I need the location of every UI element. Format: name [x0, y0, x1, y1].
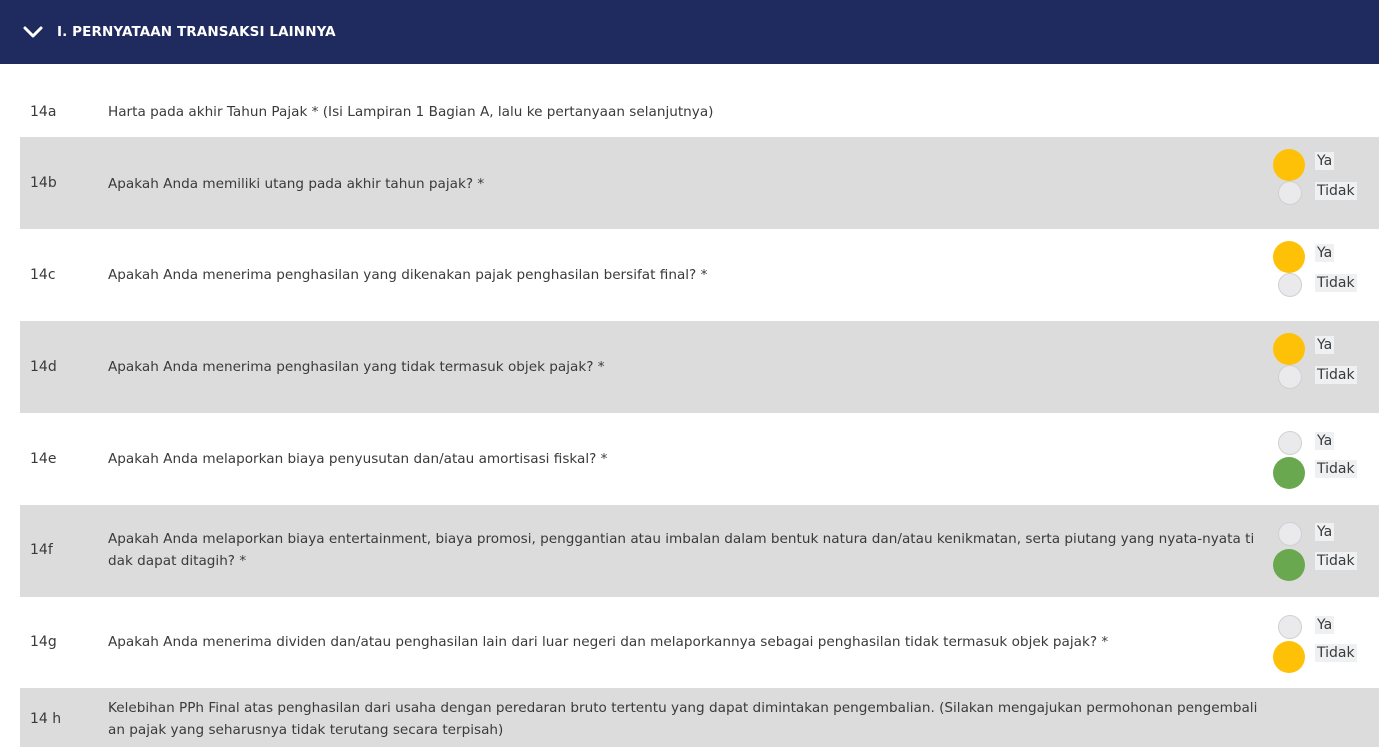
radio-ya-label: Ya — [1317, 433, 1333, 449]
question-text: Apakah Anda menerima penghasilan yang tidak termasuk objek pajak? * — [108, 359, 605, 375]
radio-selected-icon[interactable] — [1273, 333, 1305, 365]
question-row-14c — [20, 229, 1379, 321]
radio-unselected-icon[interactable] — [1278, 522, 1302, 546]
section-title: I. PERNYATAAN TRANSAKSI LAINNYA — [57, 24, 336, 40]
chevron-down-icon[interactable] — [22, 24, 44, 40]
radio-ya-label: Ya — [1317, 337, 1333, 353]
radio-tidak[interactable] — [1273, 364, 1379, 392]
radio-selected-icon[interactable] — [1273, 549, 1305, 581]
radio-ya-label: Ya — [1317, 617, 1333, 633]
radio-selected-icon[interactable] — [1273, 457, 1305, 489]
question-number: 14g — [30, 634, 57, 650]
question-text: Apakah Anda melaporkan biaya penyusutan dan/atau amortisasi fiskal? * — [108, 451, 608, 467]
question-text: Apakah Anda menerima dividen dan/atau penghasilan lain dari luar negeri dan melaporkannya sebagai penghasilan tidak termasuk objek pajak? * — [108, 634, 1109, 650]
radio-ya[interactable] — [1273, 334, 1379, 362]
question-row-14h — [20, 688, 1379, 747]
question-number: 14 h — [30, 711, 62, 727]
radio-ya[interactable] — [1273, 150, 1379, 178]
question-text: Kelebihan PPh Final atas penghasilan dari usaha dengan peredaran bruto tertentu yang dapat dimintakan pengembalian. (Silakan mengajukan permohonan pengembalian pajak yang seharusnya tidak terutang secara terpisah) — [108, 700, 1258, 738]
radio-selected-icon[interactable] — [1273, 641, 1305, 673]
question-text: Apakah Anda menerima penghasilan yang dikenakan pajak penghasilan bersifat final? * — [108, 267, 708, 283]
question-number: 14c — [30, 267, 56, 283]
radio-tidak[interactable] — [1273, 642, 1379, 670]
radio-tidak[interactable] — [1273, 180, 1379, 208]
radio-ya-label: Ya — [1317, 524, 1333, 540]
radio-tidak[interactable] — [1273, 550, 1379, 578]
radio-unselected-icon[interactable] — [1278, 273, 1302, 297]
question-number: 14b — [30, 175, 57, 191]
radio-tidak[interactable] — [1273, 272, 1379, 300]
question-text: Apakah Anda melaporkan biaya entertainment, biaya promosi, penggantian atau imbalan dalam bentuk natura dan/atau kenikmatan, serta piutang yang nyata-nyata tidak dapat ditagih? * — [108, 531, 1255, 569]
radio-tidak-label: Tidak — [1317, 367, 1355, 383]
radio-ya[interactable] — [1273, 242, 1379, 270]
radio-ya[interactable] — [1273, 521, 1379, 549]
radio-ya-label: Ya — [1317, 245, 1333, 261]
question-row-14a — [20, 64, 1379, 137]
question-number: 14e — [30, 451, 57, 467]
question-row-14g — [20, 597, 1379, 688]
question-row-14b — [20, 137, 1379, 229]
radio-selected-icon[interactable] — [1273, 241, 1305, 273]
radio-tidak[interactable] — [1273, 458, 1379, 486]
radio-selected-icon[interactable] — [1273, 149, 1305, 181]
radio-unselected-icon[interactable] — [1278, 181, 1302, 205]
radio-ya[interactable] — [1273, 614, 1379, 642]
radio-ya-label: Ya — [1317, 153, 1333, 169]
radio-unselected-icon[interactable] — [1278, 365, 1302, 389]
question-number: 14a — [30, 104, 57, 120]
question-text: Apakah Anda memiliki utang pada akhir tahun pajak? * — [108, 176, 485, 192]
radio-tidak-label: Tidak — [1317, 645, 1355, 661]
question-number: 14f — [30, 542, 53, 558]
radio-tidak-label: Tidak — [1317, 553, 1355, 569]
question-row-14d — [20, 321, 1379, 413]
radio-unselected-icon[interactable] — [1278, 615, 1302, 639]
question-text: Harta pada akhir Tahun Pajak * (Isi Lampiran 1 Bagian A, lalu ke pertanyaan selanjutnya) — [108, 104, 714, 120]
radio-tidak-label: Tidak — [1317, 275, 1355, 291]
question-row-14e — [20, 413, 1379, 505]
section-header[interactable] — [0, 0, 1379, 64]
question-number: 14d — [30, 359, 57, 375]
question-row-14f — [20, 505, 1379, 597]
radio-tidak-label: Tidak — [1317, 461, 1355, 477]
radio-tidak-label: Tidak — [1317, 183, 1355, 199]
radio-ya[interactable] — [1273, 430, 1379, 458]
radio-unselected-icon[interactable] — [1278, 431, 1302, 455]
